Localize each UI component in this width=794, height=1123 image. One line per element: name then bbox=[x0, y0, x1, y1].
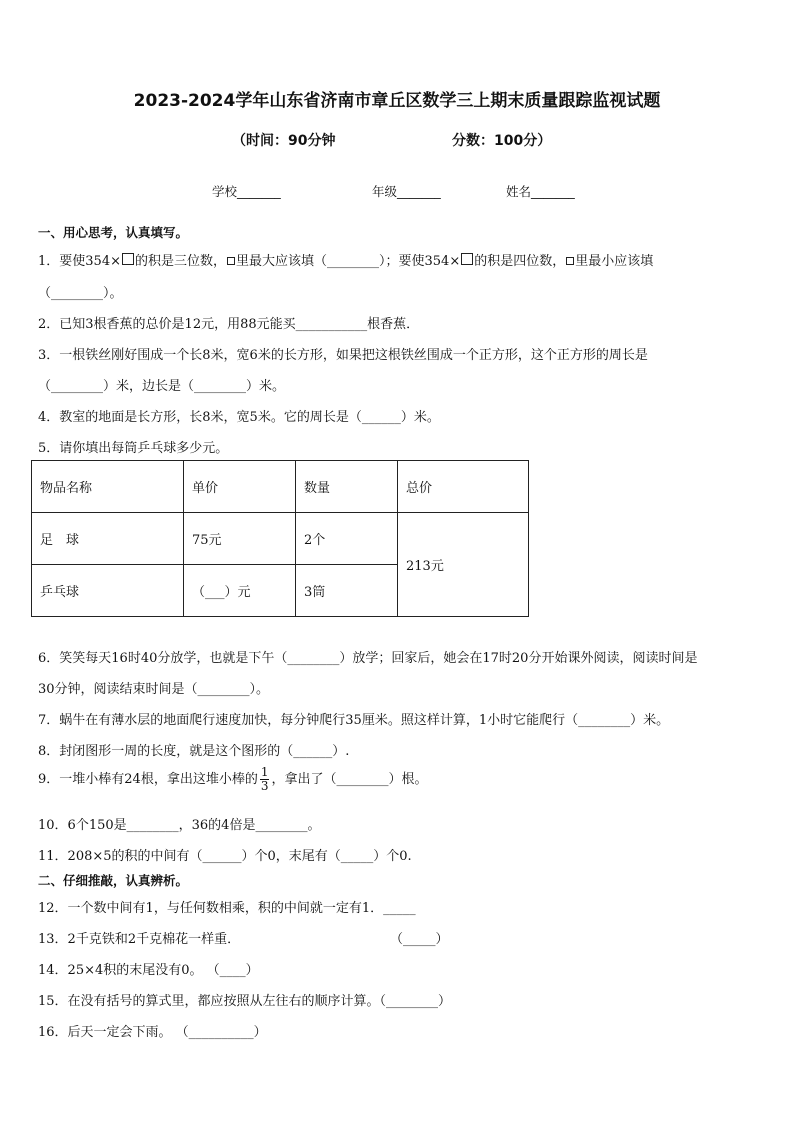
q1-text-e: 里最小应该填 bbox=[575, 254, 654, 269]
header-unit-price: 单价 bbox=[184, 461, 296, 513]
question-5: 5．请你填出每筒乒乓球多少元。 bbox=[38, 441, 229, 456]
q1-text-d: 的积是四位数， bbox=[474, 254, 566, 269]
question-1-line2: （________）。 bbox=[38, 286, 123, 301]
school-field: 学校_______ bbox=[212, 184, 281, 199]
section2-heading: 二、仔细推敲，认真辨析。 bbox=[38, 873, 189, 888]
small-box-icon bbox=[566, 257, 574, 265]
fraction-one-third bbox=[260, 766, 270, 793]
header-total: 总价 bbox=[398, 461, 529, 513]
cell-pingpong: 乒乓球 bbox=[32, 565, 184, 617]
question-15: 15．在没有括号的算式里，都应按照从左往右的顺序计算。（________） bbox=[38, 994, 452, 1009]
header-quantity: 数量 bbox=[296, 461, 398, 513]
cell-football: 足 球 bbox=[32, 513, 184, 565]
q9-text-a: 9．一堆小棒有24根，拿出这堆小棒的 bbox=[38, 772, 258, 787]
exam-title: 2023-2024学年山东省济南市章丘区数学三上期末质量跟踪监视试题 bbox=[133, 91, 661, 111]
q1-text-c: 里最大应该填（________）；要使354× bbox=[236, 254, 461, 269]
question-8: 8．封闭图形一周的长度，就是这个图形的（______）. bbox=[38, 744, 350, 759]
cell-pingpong-price: （___）元 bbox=[184, 565, 296, 617]
cell-total: 213元 bbox=[398, 513, 529, 617]
blank-box-icon bbox=[461, 253, 473, 265]
question-3: 3．一根铁丝刚好围成一个长8米，宽6米的长方形，如果把这根铁丝围成一个正方形，这个正方形的周长是 bbox=[38, 348, 648, 363]
q9-text-b: ，拿出了（________）根。 bbox=[271, 772, 428, 787]
question-14: 14．25×4积的末尾没有0。 （____） bbox=[38, 963, 259, 978]
cell-football-qty: 2个 bbox=[296, 513, 398, 565]
fraction-numerator: 1 bbox=[260, 765, 269, 779]
table-row bbox=[32, 513, 529, 565]
header-item-name: 物品名称 bbox=[32, 461, 184, 513]
q1-text-b: 的积是三位数， bbox=[134, 254, 226, 269]
grade-field: 年级_______ bbox=[372, 184, 441, 199]
question-16: 16．后天一定会下雨。 （__________） bbox=[38, 1025, 267, 1040]
question-6-line2: 30分钟，阅读结束时间是（________）。 bbox=[38, 682, 270, 697]
question-11: 11．208×5的积的中间有（______）个0，末尾有（_____）个0. bbox=[38, 849, 412, 864]
section1-heading: 一、用心思考，认真填写。 bbox=[38, 225, 189, 240]
question-4: 4．教室的地面是长方形，长8米，宽5米。它的周长是（______）米。 bbox=[38, 410, 440, 425]
fraction-denominator: 3 bbox=[260, 779, 269, 793]
name-field: 姓名_______ bbox=[506, 184, 575, 199]
question-12: 12．一个数中间有1，与任何数相乘，积的中间就一定有1．_____ bbox=[38, 901, 416, 916]
q1-text-a: 1．要使354× bbox=[38, 254, 121, 269]
question-6: 6．笑笑每天16时40分放学，也就是下午（________）放学；回家后，她会在17时20分开始课外阅读，阅读时间是 bbox=[38, 651, 698, 666]
small-box-icon bbox=[227, 257, 235, 265]
exam-time: （时间：90分钟 bbox=[232, 133, 336, 149]
price-table bbox=[31, 460, 529, 617]
question-2: 2．已知3根香蕉的总价是12元，用88元能买___________根香蕉． bbox=[38, 317, 420, 332]
question-3-line2: （________）米，边长是（________）米。 bbox=[38, 379, 286, 394]
blank-box-icon bbox=[122, 253, 134, 265]
question-1 bbox=[38, 250, 653, 269]
question-9 bbox=[38, 766, 427, 793]
question-13: 13．2千克铁和2千克棉花一样重． bbox=[38, 932, 241, 947]
question-13-blank: （_____） bbox=[390, 932, 449, 947]
table-header-row bbox=[32, 461, 529, 513]
cell-football-price: 75元 bbox=[184, 513, 296, 565]
question-7: 7．蜗牛在有薄水层的地面爬行速度加快，每分钟爬行35厘米。照这样计算，1小时它能爬行（________）米。 bbox=[38, 713, 670, 728]
cell-pingpong-qty: 3筒 bbox=[296, 565, 398, 617]
exam-score: 分数：100分） bbox=[452, 133, 552, 149]
question-10: 10．6个150是________，36的4倍是________。 bbox=[38, 818, 321, 833]
